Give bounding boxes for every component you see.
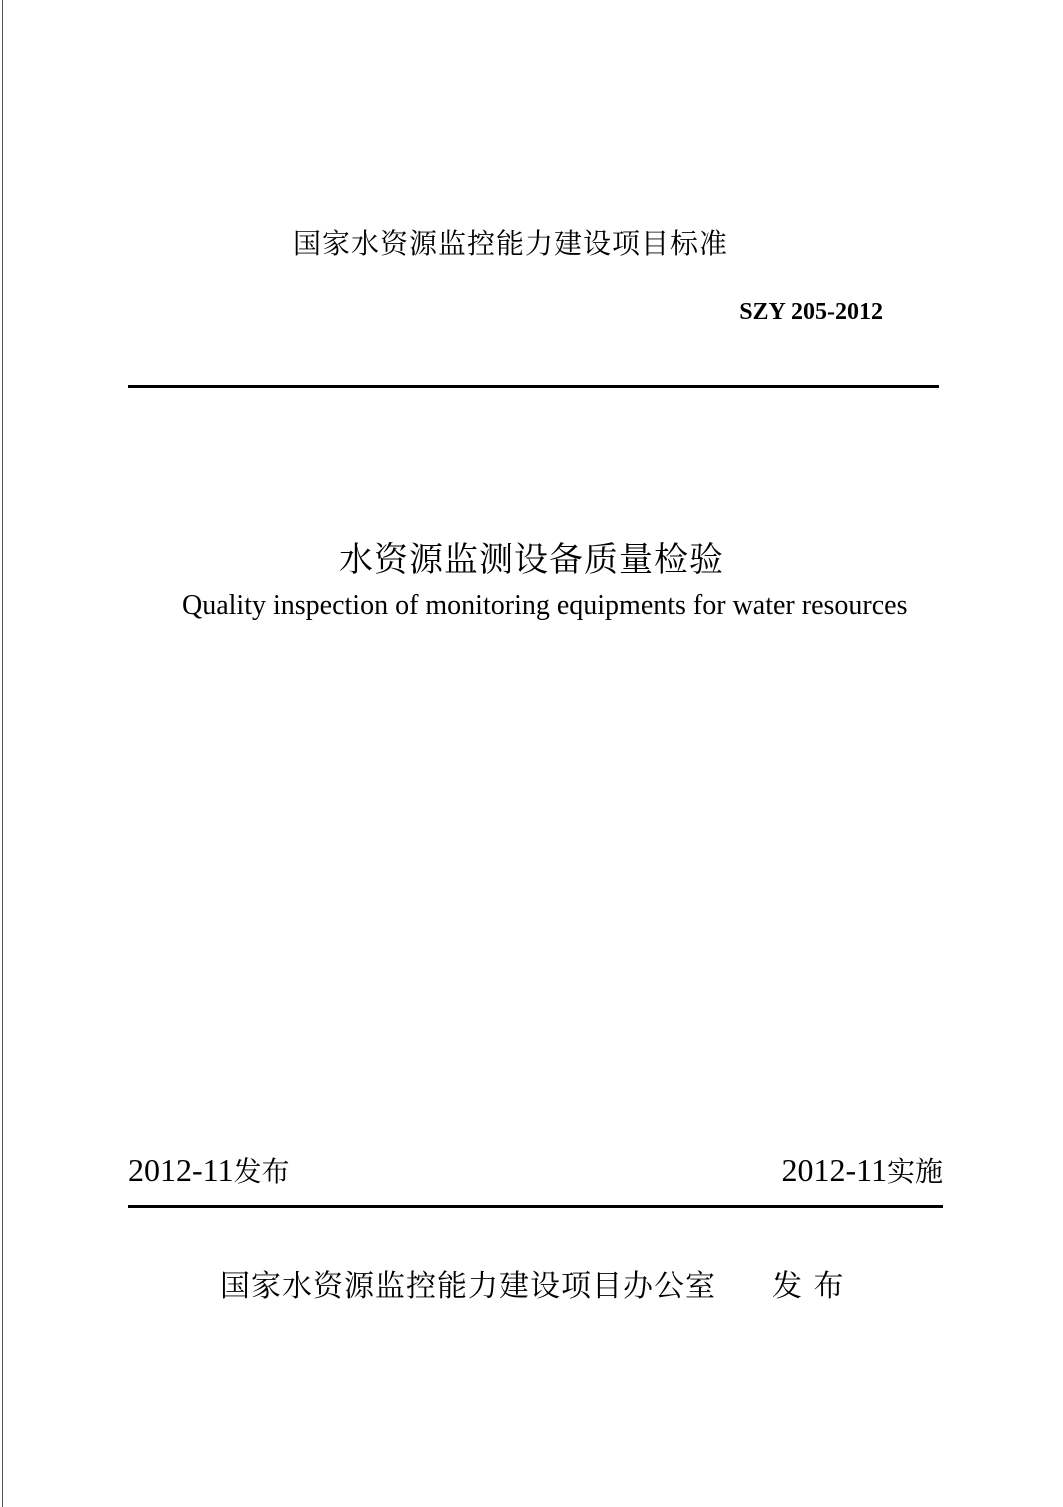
- implementation-date: [782, 1150, 943, 1190]
- implementation-date-label: 实施: [886, 1155, 943, 1188]
- document-title-chinese: 水资源监测设备质量检验: [339, 540, 724, 580]
- series-title: 国家水资源监控能力建设项目标准: [293, 227, 729, 260]
- bottom-divider: [128, 1205, 943, 1208]
- issue-date-number: 2012-11: [128, 1152, 234, 1188]
- document-title-english: Quality inspection of monitoring equipments for water resources: [182, 590, 908, 621]
- issue-date: [128, 1150, 289, 1190]
- implementation-date-number: 2012-11: [781, 1152, 887, 1188]
- standard-code: SZY 205-2012: [739, 299, 883, 325]
- publisher-name: 国家水资源监控能力建设项目办公室: [220, 1269, 716, 1304]
- top-divider: [128, 385, 939, 388]
- publish-label: 发 布: [772, 1269, 845, 1304]
- issue-date-label: 发布: [233, 1155, 290, 1188]
- page-border: [2, 0, 3, 1507]
